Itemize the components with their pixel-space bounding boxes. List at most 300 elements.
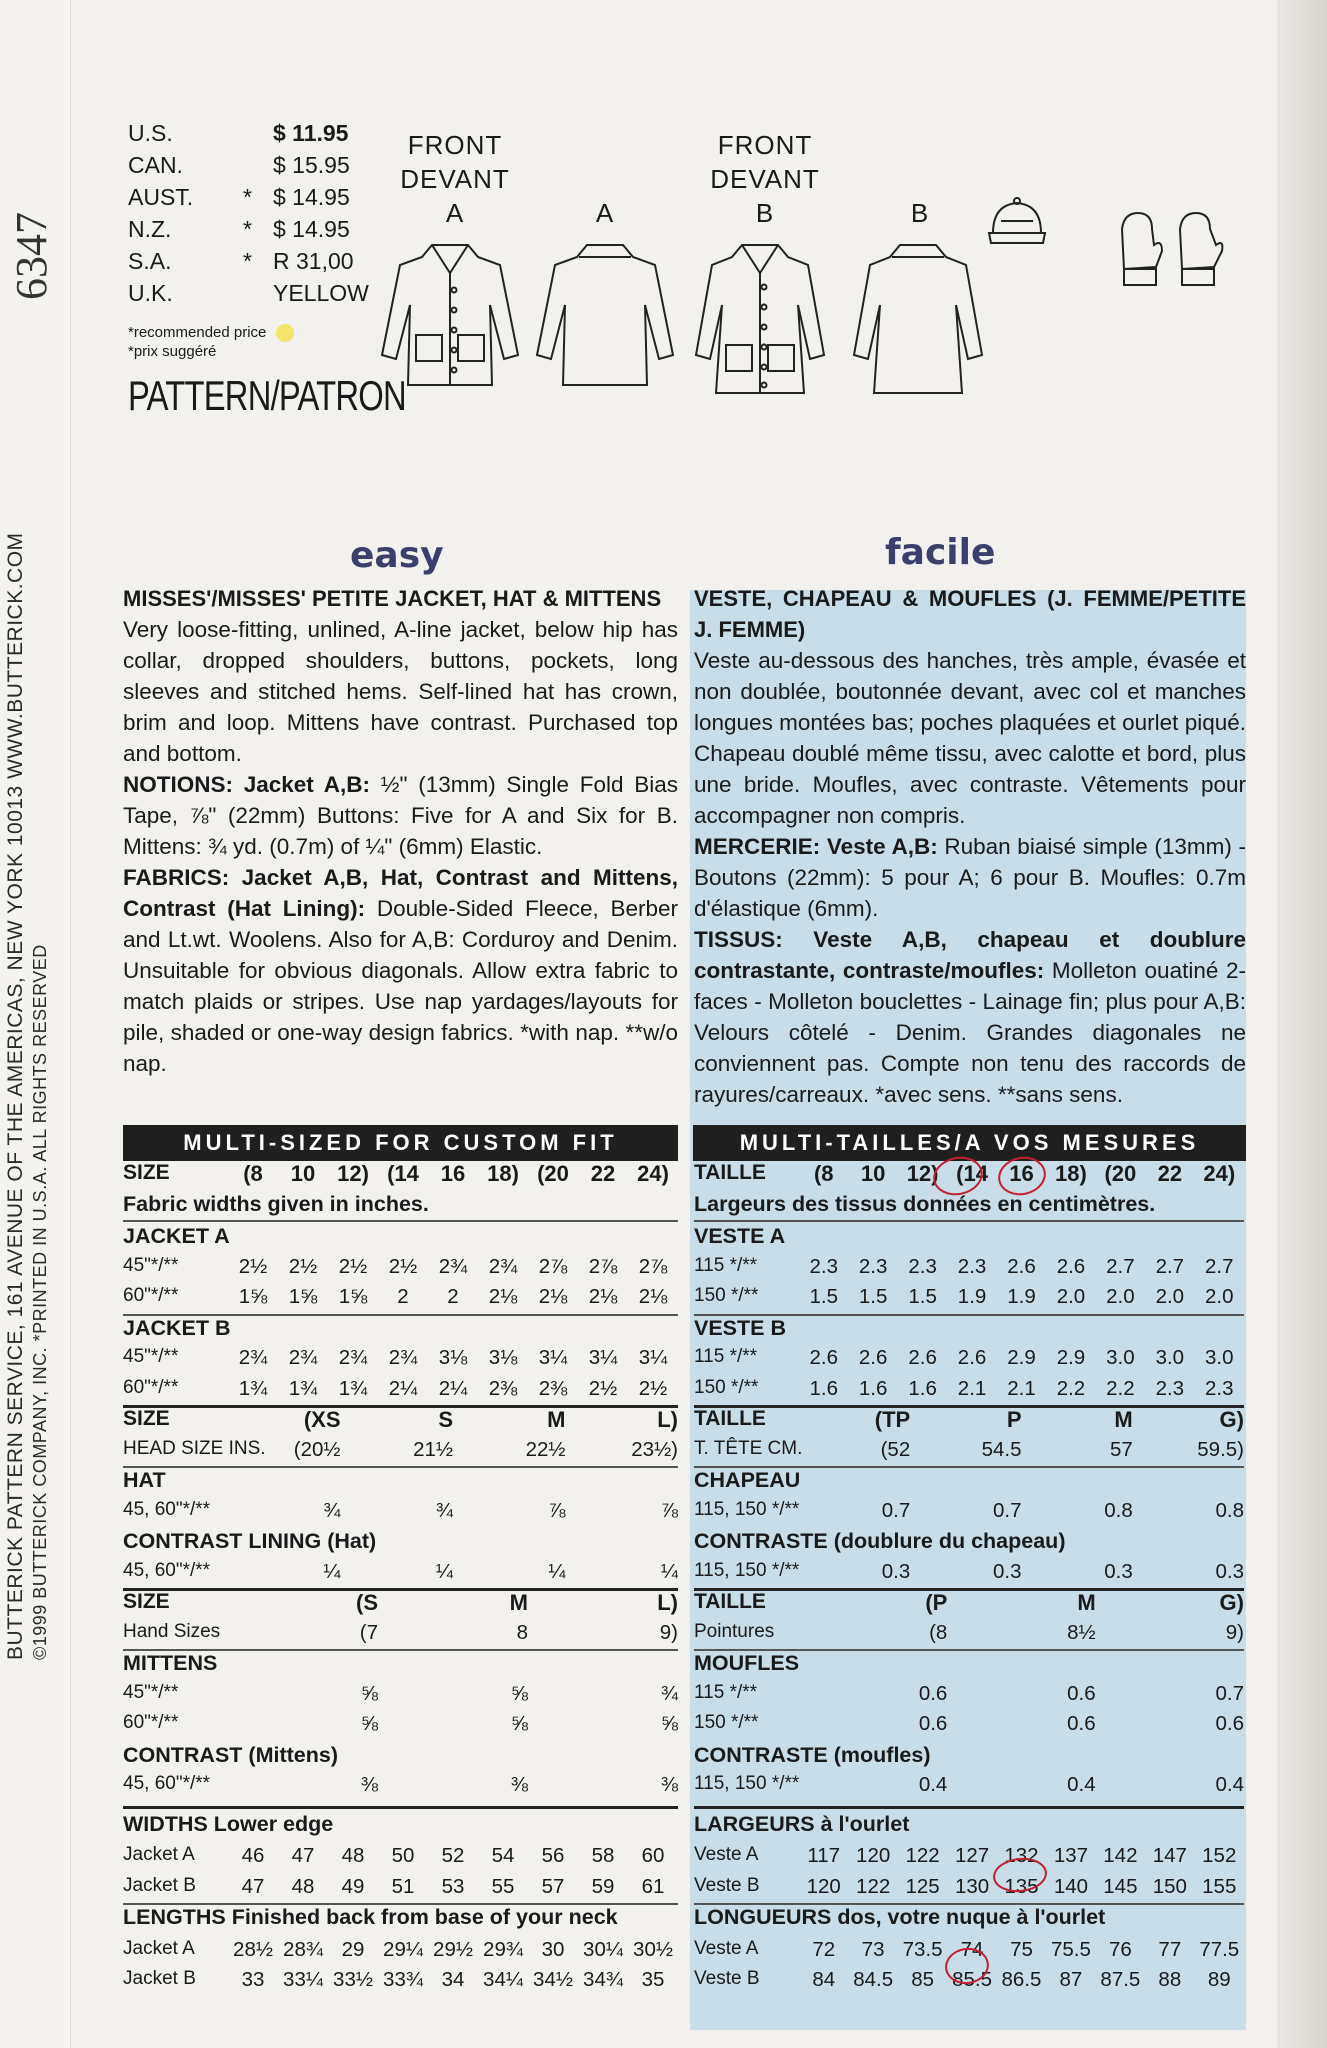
title-fr: VESTE, CHAPEAU & MOUFLES (J. FEMME/PETITE J. FEMME) (694, 586, 1246, 642)
table-cell: 0.4 (918, 1773, 948, 1796)
table-cell: 0.4 (1215, 1773, 1244, 1796)
table-cell: 2 (447, 1285, 459, 1308)
table-cell: 2.0 (1106, 1285, 1135, 1308)
view-label-b-back: B (910, 198, 930, 228)
table-cell: 2.2 (1056, 1376, 1086, 1400)
table-cell: 54 (491, 1844, 515, 1867)
pattern-number: 6347 (7, 212, 56, 300)
price-row (128, 152, 393, 184)
row-label: 60"*/** (123, 1712, 179, 1733)
table-cell: 2.0 (1205, 1285, 1234, 1308)
row-label: Veste A (694, 1937, 759, 1959)
row-label: 115 */** (694, 1681, 758, 1703)
table-cell: 48 (341, 1844, 365, 1867)
table-cell: 28½ (233, 1937, 273, 1961)
table-cell: 130 (954, 1874, 990, 1898)
table-cell: 54.5 (981, 1437, 1022, 1461)
table-cell: 34¼ (483, 1968, 523, 1991)
price-value: $ 11.95 (273, 120, 349, 146)
row-label: 45"*/** (123, 1254, 179, 1276)
jacket-a-front-sketch (380, 235, 520, 395)
table-cell: 2.6 (809, 1346, 838, 1369)
notions-en: NOTIONS: Jacket A,B: ½" (13mm) Single Fold Bias Tape, ⅞" (22mm) Buttons: Five for A and Six for B. Mittens: ¾ yd. (0.7m) of ¼" (6mm) Elastic. (123, 772, 678, 859)
table-cell: 2.3 (858, 1254, 888, 1278)
price-value: $ 14.95 (273, 216, 350, 242)
table-cell: 3.0 (1155, 1346, 1185, 1369)
spine-address: BUTTERICK PATTERN SERVICE, 161 AVENUE OF THE AMERICAS, NEW YORK 10013 WWW.BUTTERICK.COM (4, 532, 27, 1660)
description-en (123, 583, 678, 1079)
table-cell: 18) (487, 1161, 519, 1186)
table-cell: 3¼ (638, 1346, 668, 1369)
table-cell: (TP (874, 1407, 911, 1432)
table-cell: 22 (1157, 1161, 1183, 1186)
table-cell: 3.0 (1106, 1346, 1135, 1369)
table-rule (123, 1466, 678, 1468)
table-cell: 22 (590, 1161, 616, 1186)
table-cell: 120 (856, 1844, 891, 1867)
notions-fr: MERCERIE: Veste A,B: Ruban biaisé simple (13mm) - Boutons (22mm): 5 pour A; 6 pour B. Moufles: 0.7m d'élastique (6mm). (694, 834, 1246, 921)
row-label: 115, 150 */** (694, 1498, 800, 1520)
table-cell: 2⅜ (538, 1376, 568, 1400)
table-cell: 9) (659, 1620, 678, 1644)
table-cell: S (438, 1407, 453, 1432)
table-cell: 0.4 (1067, 1773, 1096, 1796)
hat-sketch (985, 195, 1049, 251)
row-label: Jacket B (123, 1874, 196, 1896)
row-label: Veste A (694, 1844, 759, 1865)
table-cell: 120 (806, 1874, 841, 1898)
table-heading: LARGEURS à l'ourlet (694, 1811, 910, 1836)
table-cell: (XS (303, 1407, 341, 1432)
table-rule (694, 1220, 1244, 1222)
table-cell: 2.1 (1007, 1376, 1036, 1400)
table-cell: 2⅛ (638, 1285, 668, 1308)
table-cell: 33¼ (283, 1968, 323, 1991)
table-cell: 55 (491, 1874, 515, 1898)
row-label: SIZE (123, 1161, 170, 1184)
table-cell: 85 (911, 1968, 934, 1991)
table-cell: 0.6 (1067, 1681, 1096, 1705)
table-cell: 0.7 (1215, 1681, 1244, 1705)
table-heading: Largeurs des tissus données en centimètres. (694, 1191, 1156, 1216)
row-label: Veste B (694, 1874, 760, 1896)
table-cell: 88 (1158, 1968, 1182, 1991)
table-cell: 2½ (638, 1376, 668, 1400)
table-cell: 135 (1004, 1874, 1039, 1898)
table-cell: 21½ (413, 1437, 453, 1461)
table-cell: 2½ (288, 1254, 318, 1278)
price-country: S.A. (128, 248, 172, 274)
table-cell: 73.5 (902, 1937, 943, 1961)
row-label: TAILLE (694, 1407, 766, 1430)
table-cell: 0.8 (1104, 1498, 1133, 1522)
table-cell: (P (925, 1590, 948, 1615)
price-value: YELLOW (273, 280, 369, 306)
table-cell: ¼ (548, 1559, 566, 1583)
table-heading: CONTRAST (Mittens) (123, 1742, 338, 1767)
table-cell: 3¼ (538, 1346, 568, 1369)
table-cell: 74 (960, 1937, 984, 1961)
table-cell: 2½ (238, 1254, 268, 1278)
row-label: Jacket A (123, 1844, 195, 1865)
table-cell: 1.6 (809, 1376, 838, 1400)
difficulty-heading-en: easy (350, 535, 444, 576)
row-label: 150 */** (694, 1285, 759, 1306)
table-cell: 2¾ (438, 1254, 468, 1278)
view-label-a-front: FRONT DEVANT A (400, 130, 510, 228)
table-cell: 2¼ (438, 1376, 468, 1400)
table-cell: 12) (337, 1161, 369, 1186)
table-cell: 0.3 (993, 1559, 1022, 1583)
table-cell: 2⅞ (538, 1254, 568, 1278)
spine-copyright: ©1999 BUTTERICK COMPANY, INC. *PRINTED IN U.S.A. ALL RIGHTS RESERVED (30, 944, 50, 1660)
table-cell: 2¾ (238, 1346, 268, 1369)
table-heading: CHAPEAU (694, 1468, 801, 1492)
fabrics-fr: TISSUS: Veste A,B, chapeau et doublure contrastante, contraste/moufles: Molleton ouatiné 2-faces - Molleton bouclettes - Lainage fin; plus pour A,B: Velours côtelé - Denim. Grandes diagonales ne conviennent pas. Compte non tenu des raccords de rayures/carreaux. *avec sens. **sans sens. (694, 927, 1246, 1107)
table-cell: P (1006, 1407, 1022, 1432)
table-cell: 2⅞ (588, 1254, 618, 1278)
row-label: 45, 60"*/** (123, 1498, 211, 1520)
price-country: AUST. (128, 184, 194, 210)
table-cell: 2.2 (1106, 1376, 1135, 1400)
description-text-fr: Veste au-dessous des hanches, très ample, évasée et non doublée, boutonnée devant, avec col et manches longues montées bas; poches plaquées et ourlet piqué. Chapeau doublé même tissu, avec calotte et bord, plus une bride. Moufles, avec contraste. Vêtements pour accompagner non compris. (694, 648, 1246, 828)
table-cell: 2.9 (1056, 1346, 1086, 1369)
row-label: TAILLE (694, 1590, 766, 1613)
price-star (243, 280, 273, 312)
table-cell: 125 (905, 1874, 940, 1898)
table-cell: 2.3 (908, 1254, 937, 1278)
price-country: U.K. (128, 280, 173, 306)
pattern-label: PATTERN/PATRON (128, 372, 406, 419)
table-cell: 2.3 (957, 1254, 987, 1278)
row-label: 150 */** (694, 1376, 759, 1398)
table-cell: 50 (391, 1844, 415, 1867)
table-heading: HAT (123, 1468, 166, 1492)
table-cell: 1¾ (288, 1376, 318, 1400)
table-cell: 10 (860, 1161, 886, 1186)
table-cell: 1⅝ (288, 1285, 318, 1308)
table-cell: 60 (641, 1844, 665, 1867)
table-cell: 1.5 (809, 1285, 838, 1308)
table-cell: 1.6 (908, 1376, 937, 1400)
table-cell: 2.7 (1106, 1254, 1135, 1278)
table-cell: M (509, 1590, 528, 1615)
table-cell: 2.0 (1155, 1285, 1185, 1308)
table-cell: (20 (537, 1161, 569, 1186)
table-heading: CONTRAST LINING (Hat) (123, 1529, 377, 1553)
row-label: T. TÊTE CM. (694, 1437, 803, 1459)
table-cell: 87 (1059, 1968, 1083, 1991)
table-cell: 10 (290, 1161, 316, 1186)
price-row (128, 120, 393, 152)
price-row (128, 280, 393, 312)
price-row (128, 248, 393, 280)
price-value: $ 14.95 (273, 184, 350, 210)
table-cell: 2.6 (1007, 1254, 1036, 1278)
table-cell: 0.3 (881, 1559, 911, 1583)
table-cell: ⅝ (360, 1712, 378, 1735)
table-cell: 3⅛ (488, 1346, 518, 1369)
table-cell: ⅜ (660, 1773, 678, 1796)
table-heading: MITTENS (123, 1651, 218, 1675)
table-cell: 59.5) (1197, 1437, 1244, 1461)
table-cell: G) (1219, 1407, 1244, 1432)
table-cell: 84 (812, 1968, 836, 1991)
table-cell: 3⅛ (438, 1346, 468, 1369)
view-label-b-front: FRONT DEVANT B (710, 130, 820, 228)
price-star (243, 152, 273, 184)
table-cell: 23½) (631, 1437, 678, 1461)
table-cell: (7 (359, 1620, 378, 1644)
recommended-note: *recommended price *prix suggéré (128, 323, 294, 361)
table-heading: JACKET B (123, 1315, 231, 1340)
table-cell: 89 (1207, 1968, 1231, 1991)
table-cell: 24) (637, 1161, 669, 1186)
table-cell: L) (657, 1407, 678, 1432)
table-cell: 2.6 (957, 1346, 987, 1369)
table-cell: M (547, 1407, 566, 1432)
table-cell: 8 (516, 1620, 528, 1644)
table-cell: 53 (441, 1874, 465, 1898)
table-rule (123, 1220, 678, 1222)
table-cell: L) (657, 1590, 678, 1615)
row-label: Veste B (694, 1968, 760, 1989)
table-cell: 2.6 (908, 1346, 937, 1369)
price-star: * (243, 216, 252, 242)
table-cell: 34½ (533, 1968, 573, 1991)
table-cell: 0.6 (918, 1681, 948, 1705)
table-heading: CONTRASTE (doublure du chapeau) (694, 1529, 1066, 1553)
table-cell: ¾ (323, 1498, 341, 1522)
table-cell: 75 (1010, 1937, 1033, 1961)
row-label: 115, 150 */** (694, 1559, 800, 1581)
table-cell: 33½ (333, 1968, 373, 1991)
table-cell: 2¾ (288, 1346, 318, 1369)
table-cell: 46 (241, 1844, 265, 1867)
table-cell: 29 (341, 1937, 365, 1961)
table-cell: 77 (1158, 1937, 1182, 1961)
table-cell: 2.6 (1056, 1254, 1086, 1278)
row-label: SIZE (123, 1407, 170, 1430)
table-cell: 1¾ (338, 1376, 368, 1400)
description-fr (694, 583, 1246, 1110)
table-cell: 152 (1202, 1844, 1237, 1867)
table-cell: 2¾ (338, 1346, 368, 1369)
table-cell: (8 (243, 1161, 263, 1186)
table-cell: 48 (291, 1874, 315, 1898)
table-cell: 2.3 (1155, 1376, 1185, 1400)
row-label: SIZE (123, 1590, 170, 1613)
table-cell: 30¼ (583, 1937, 623, 1961)
table-cell: G) (1219, 1590, 1244, 1615)
price-value: R 31,00 (273, 248, 354, 274)
row-label: 45, 60"*/** (123, 1773, 211, 1794)
price-list (128, 120, 393, 312)
table-cell: 9) (1225, 1620, 1244, 1644)
table-cell: 2.9 (1007, 1346, 1036, 1369)
table-cell: 29¼ (383, 1937, 423, 1961)
row-label: HEAD SIZE INS. (123, 1437, 266, 1459)
table-heading: JACKET A (123, 1224, 230, 1248)
description-text-en: Very loose-fitting, unlined, A-line jacket, below hip has collar, dropped shoulders, buttons, pockets, long sleeves and stitched hems. Self-lined hat has crown, brim and loop. Mittens have contrast. Purchased top and bottom. (123, 617, 678, 766)
table-cell: 47 (291, 1844, 315, 1867)
table-heading: LONGUEURS dos, votre nuque à l'ourlet (694, 1905, 1106, 1929)
table-cell: 16 (1009, 1161, 1034, 1186)
table-heading: VESTE B (694, 1315, 786, 1340)
table-cell: 150 (1152, 1874, 1187, 1898)
table-cell: 0.6 (1215, 1712, 1244, 1735)
row-label: Pointures (694, 1620, 775, 1642)
table-cell: 2½ (338, 1254, 368, 1278)
table-cell: 2.1 (957, 1376, 987, 1400)
table-rule (694, 1806, 1244, 1809)
table-cell: 1⅝ (338, 1285, 368, 1308)
table-cell: 28¾ (283, 1937, 323, 1961)
table-cell: ⅞ (548, 1498, 566, 1522)
table-cell: 72 (812, 1937, 836, 1961)
table-cell: 2.7 (1155, 1254, 1185, 1278)
row-label: 45, 60"*/** (123, 1559, 211, 1581)
row-label: TAILLE (694, 1161, 766, 1184)
table-rule (123, 1806, 678, 1809)
table-cell: 2⅛ (488, 1285, 518, 1308)
table-cell: 18) (1055, 1161, 1087, 1186)
jacket-b-front-sketch (690, 235, 830, 395)
table-cell: (20½ (293, 1437, 341, 1461)
table-cell: 142 (1103, 1844, 1138, 1867)
table-cell: M (1114, 1407, 1133, 1432)
table-cell: 137 (1053, 1844, 1089, 1867)
table-cell: 51 (391, 1874, 415, 1898)
row-label: 115, 150 */** (694, 1773, 800, 1794)
table-cell: 117 (807, 1844, 841, 1867)
table-cell: 155 (1202, 1874, 1237, 1898)
table-cell: 29¾ (483, 1937, 523, 1961)
table-cell: 12) (906, 1161, 939, 1186)
price-country: N.Z. (128, 216, 172, 242)
table-cell: 1.9 (957, 1285, 987, 1308)
table-cell: (8 (929, 1620, 948, 1644)
table-cell: 47 (241, 1874, 265, 1898)
table-cell: 75.5 (1050, 1937, 1091, 1961)
table-cell: 52 (441, 1844, 465, 1867)
table-cell: 3.0 (1205, 1346, 1234, 1369)
difficulty-heading-fr: facile (885, 532, 996, 573)
fabrics-en: FABRICS: Jacket A,B, Hat, Contrast and Mittens, Contrast (Hat Lining): Double-Sided Fleece, Berber and Lt.wt. Woolens. Also for A,B: Corduroy and Denim. Unsuitable for obvious diagonals. Allow extra fabric to match plaids or stripes. Use nap yardages/layouts for pile, shaded or one-way design fabrics. *with nap. **w/o nap. (123, 865, 678, 1076)
table-cell: 140 (1053, 1874, 1089, 1898)
table-cell: 2⅛ (588, 1285, 618, 1308)
table-cell: 30 (541, 1937, 565, 1961)
envelope-edge (1277, 0, 1327, 2048)
price-country: CAN. (128, 152, 183, 178)
table-cell: 73 (861, 1937, 885, 1961)
table-cell: 2⅜ (488, 1376, 518, 1400)
table-cell: 2¾ (488, 1254, 518, 1278)
table-cell: 0.6 (918, 1712, 948, 1735)
table-cell: (14 (387, 1161, 419, 1186)
table-heading: LENGTHS Finished back from base of your neck (123, 1905, 618, 1929)
table-cell: 56 (541, 1844, 565, 1867)
table-cell: 122 (856, 1874, 891, 1898)
table-cell: 49 (341, 1874, 365, 1898)
table-heading: MOUFLES (694, 1651, 800, 1675)
table-cell: ⅝ (510, 1712, 528, 1735)
table-cell: 84.5 (853, 1968, 894, 1991)
row-label: Jacket B (123, 1968, 196, 1989)
table-heading: WIDTHS Lower edge (123, 1811, 334, 1836)
row-label: 150 */** (694, 1712, 759, 1733)
table-cell: 1.6 (858, 1376, 888, 1400)
table-cell: (8 (813, 1161, 834, 1186)
price-star: * (243, 184, 252, 210)
price-country: U.S. (128, 120, 173, 146)
table-cell: 0.3 (1104, 1559, 1133, 1583)
table-cell: 0.6 (1067, 1712, 1096, 1735)
table-cell: 147 (1152, 1844, 1187, 1867)
table-cell: 77.5 (1199, 1937, 1240, 1961)
price-row (128, 216, 393, 248)
table-cell: ¼ (660, 1559, 678, 1583)
table-cell: 1.5 (858, 1285, 888, 1308)
table-cell: 2½ (588, 1376, 618, 1400)
row-label: 45"*/** (123, 1681, 179, 1703)
table-cell: ⅝ (660, 1712, 678, 1735)
table-cell: ⅞ (660, 1498, 678, 1522)
table-cell: 1¾ (238, 1376, 268, 1400)
table-cell: 85.5 (952, 1968, 992, 1991)
price-row (128, 184, 393, 216)
table-cell: 8½ (1067, 1620, 1096, 1644)
table-cell: 1⅝ (238, 1285, 268, 1308)
table-cell: ⅝ (360, 1681, 378, 1705)
table-cell: 0.3 (1215, 1559, 1244, 1583)
table-cell: 34 (441, 1968, 465, 1991)
table-cell: 2½ (388, 1254, 418, 1278)
price-star: * (243, 248, 252, 274)
table-cell: 2.3 (1205, 1376, 1234, 1400)
table-cell: ¼ (323, 1559, 341, 1583)
price-value: $ 15.95 (273, 152, 350, 178)
table-cell: 33¾ (383, 1968, 423, 1991)
table-cell: M (1077, 1590, 1096, 1615)
table-cell: (52 (880, 1437, 911, 1461)
table-cell: 86.5 (1001, 1968, 1042, 1991)
table-cell: 132 (1004, 1844, 1039, 1867)
table-heading: Fabric widths given in inches. (123, 1191, 429, 1216)
table-cell: 3¼ (588, 1346, 618, 1369)
table-heading: VESTE A (694, 1224, 786, 1248)
table-cell: 34¾ (583, 1968, 623, 1991)
price-star (243, 120, 273, 152)
table-cell: 2¼ (388, 1376, 418, 1400)
table-cell: 57 (1109, 1437, 1133, 1461)
table-cell: (14 (956, 1161, 988, 1186)
jacket-a-back-sketch (535, 235, 675, 395)
table-cell: 16 (440, 1161, 466, 1186)
table-cell: 2.7 (1205, 1254, 1234, 1278)
table-cell: 35 (641, 1968, 665, 1991)
table-cell: 2.6 (858, 1346, 888, 1369)
table-cell: 1.9 (1007, 1285, 1036, 1308)
title-en: MISSES'/MISSES' PETITE JACKET, HAT & MITTENS (123, 586, 662, 611)
table-cell: ⅜ (510, 1773, 528, 1796)
table-cell: 2⅞ (638, 1254, 668, 1278)
table-cell: 2.0 (1056, 1285, 1086, 1308)
size-bar-en: MULTI-SIZED FOR CUSTOM FIT (123, 1125, 678, 1161)
table-cell: ¼ (435, 1559, 453, 1583)
table-cell: 30½ (633, 1937, 673, 1961)
view-label-a-back: A (595, 198, 615, 228)
